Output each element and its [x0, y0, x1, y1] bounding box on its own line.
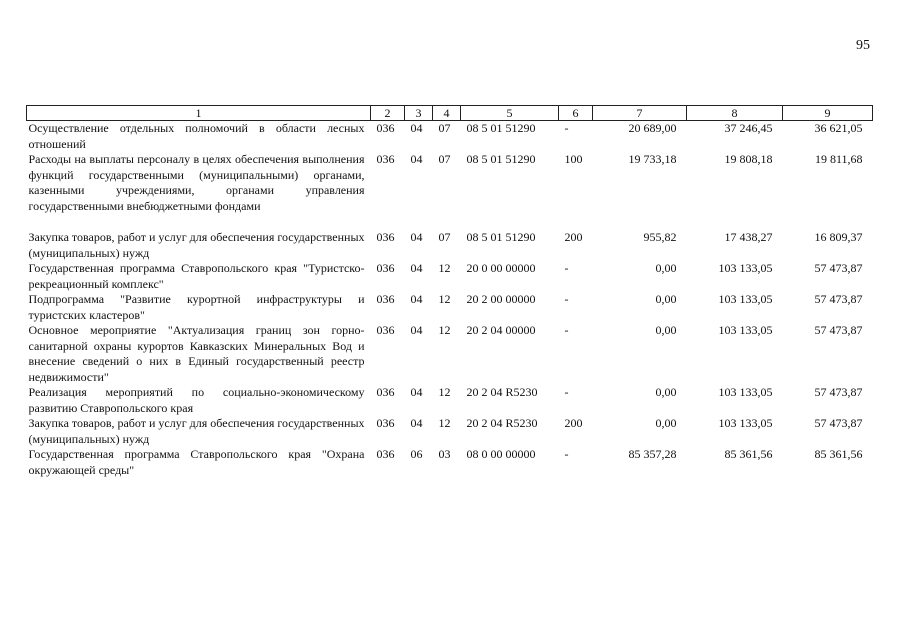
cell-amount-7: 955,82 — [643, 230, 677, 244]
cell-admin-code: 036 — [376, 121, 395, 135]
cell-amount-8: 17 438,27 — [724, 230, 773, 244]
cell-section: 06 — [410, 447, 423, 461]
cell-amount-8: 103 133,05 — [718, 416, 773, 430]
cell-name: Осуществление отдельных полномочий в области лесных отношений — [28, 121, 365, 151]
cell-name: Расходы на выплаты персоналу в целях обеспечения выполнения функций государственными (муниципальными) органами, казенными учреждениями, органами управления государственными внебюджетными фондами — [28, 152, 365, 213]
cell-amount-9: 57 473,87 — [814, 385, 863, 399]
cell-amount-9: 85 361,56 — [814, 447, 863, 461]
cell-expense-type: - — [564, 121, 569, 135]
cell-section: 04 — [410, 230, 423, 244]
cell-subsection: 12 — [438, 292, 451, 306]
cell-admin-code: 036 — [376, 447, 395, 461]
cell-amount-9: 57 473,87 — [814, 292, 863, 306]
cell-target-article: 08 5 01 51290 — [466, 121, 536, 135]
table-row — [27, 121, 873, 153]
header-col-6: 6 — [559, 106, 593, 121]
header-col-2: 2 — [371, 106, 405, 121]
cell-admin-code: 036 — [376, 230, 395, 244]
cell-amount-8: 103 133,05 — [718, 385, 773, 399]
cell-amount-9: 57 473,87 — [814, 323, 863, 337]
table-row — [27, 261, 873, 292]
cell-target-article: 20 2 04 00000 — [466, 323, 536, 337]
cell-expense-type: 200 — [564, 416, 583, 430]
cell-target-article: 08 5 01 51290 — [466, 152, 536, 166]
cell-amount-9: 36 621,05 — [814, 121, 863, 135]
cell-subsection: 07 — [438, 230, 451, 244]
cell-expense-type: - — [564, 385, 569, 399]
spacer-row — [27, 214, 873, 230]
cell-target-article: 08 5 01 51290 — [466, 230, 536, 244]
cell-amount-7: 0,00 — [655, 385, 677, 399]
header-col-9: 9 — [783, 106, 873, 121]
cell-section: 04 — [410, 152, 423, 166]
cell-amount-9: 19 811,68 — [814, 152, 863, 166]
table-row — [27, 292, 873, 323]
table-body — [27, 121, 873, 479]
cell-amount-8: 19 808,18 — [724, 152, 773, 166]
cell-expense-type: 200 — [564, 230, 583, 244]
cell-amount-7: 0,00 — [655, 261, 677, 275]
budget-table — [26, 105, 873, 478]
cell-target-article: 20 2 04 R5230 — [466, 416, 538, 430]
cell-target-article: 20 0 00 00000 — [466, 261, 536, 275]
cell-amount-7: 85 357,28 — [628, 447, 677, 461]
table-row — [27, 447, 873, 478]
cell-name: Государственная программа Ставропольского края "Туристско-рекреационный комплекс" — [28, 261, 365, 291]
cell-amount-8: 85 361,56 — [724, 447, 773, 461]
table-row — [27, 152, 873, 214]
page-number: 95 — [856, 38, 870, 53]
cell-expense-type: - — [564, 323, 569, 337]
header-col-5: 5 — [461, 106, 559, 121]
cell-admin-code: 036 — [376, 292, 395, 306]
cell-subsection: 12 — [438, 385, 451, 399]
cell-expense-type: - — [564, 292, 569, 306]
header-col-1: 1 — [27, 106, 371, 121]
table-row — [27, 230, 873, 261]
spacer-cell — [27, 214, 873, 230]
cell-subsection: 12 — [438, 323, 451, 337]
cell-name: Подпрограмма "Развитие курортной инфраструктуры и туристских кластеров" — [28, 292, 365, 322]
cell-admin-code: 036 — [376, 152, 395, 166]
cell-name: Государственная программа Ставропольского края "Охрана окружающей среды" — [28, 447, 365, 477]
cell-section: 04 — [410, 323, 423, 337]
header-col-8: 8 — [687, 106, 783, 121]
header-row — [27, 106, 873, 121]
cell-section: 04 — [410, 292, 423, 306]
cell-amount-9: 57 473,87 — [814, 416, 863, 430]
cell-subsection: 07 — [438, 121, 451, 135]
cell-amount-7: 0,00 — [655, 416, 677, 430]
cell-name: Основное мероприятие "Актуализация границ зон горно-санитарной охраны курортов Кавказских Минеральных Вод и внесение сведений о них в Единый государственный реестр недвижимости" — [28, 323, 365, 384]
cell-section: 04 — [410, 416, 423, 430]
cell-admin-code: 036 — [376, 261, 395, 275]
cell-expense-type: - — [564, 261, 569, 275]
cell-target-article: 20 2 00 00000 — [466, 292, 536, 306]
cell-expense-type: 100 — [564, 152, 583, 166]
cell-admin-code: 036 — [376, 323, 395, 337]
cell-subsection: 03 — [438, 447, 451, 461]
cell-name: Реализация мероприятий по социально-экономическому развитию Ставропольского края — [28, 385, 365, 415]
cell-amount-8: 37 246,45 — [724, 121, 773, 135]
cell-subsection: 12 — [438, 416, 451, 430]
cell-amount-8: 103 133,05 — [718, 292, 773, 306]
cell-amount-7: 0,00 — [655, 323, 677, 337]
table-header — [27, 106, 873, 121]
cell-section: 04 — [410, 121, 423, 135]
cell-admin-code: 036 — [376, 385, 395, 399]
cell-amount-8: 103 133,05 — [718, 323, 773, 337]
cell-expense-type: - — [564, 447, 569, 461]
cell-subsection: 12 — [438, 261, 451, 275]
table-row — [27, 323, 873, 385]
header-col-3: 3 — [405, 106, 433, 121]
cell-amount-9: 16 809,37 — [814, 230, 863, 244]
cell-amount-7: 0,00 — [655, 292, 677, 306]
header-col-4: 4 — [433, 106, 461, 121]
header-col-7: 7 — [593, 106, 687, 121]
cell-subsection: 07 — [438, 152, 451, 166]
cell-section: 04 — [410, 385, 423, 399]
cell-name: Закупка товаров, работ и услуг для обеспечения государственных (муниципальных) нужд — [28, 416, 365, 446]
cell-admin-code: 036 — [376, 416, 395, 430]
cell-amount-7: 19 733,18 — [628, 152, 677, 166]
cell-amount-9: 57 473,87 — [814, 261, 863, 275]
table-row — [27, 416, 873, 447]
cell-name: Закупка товаров, работ и услуг для обеспечения государственных (муниципальных) нужд — [28, 230, 365, 260]
cell-amount-7: 20 689,00 — [628, 121, 677, 135]
cell-section: 04 — [410, 261, 423, 275]
cell-amount-8: 103 133,05 — [718, 261, 773, 275]
cell-target-article: 20 2 04 R5230 — [466, 385, 538, 399]
cell-target-article: 08 0 00 00000 — [466, 447, 536, 461]
table-row — [27, 385, 873, 416]
